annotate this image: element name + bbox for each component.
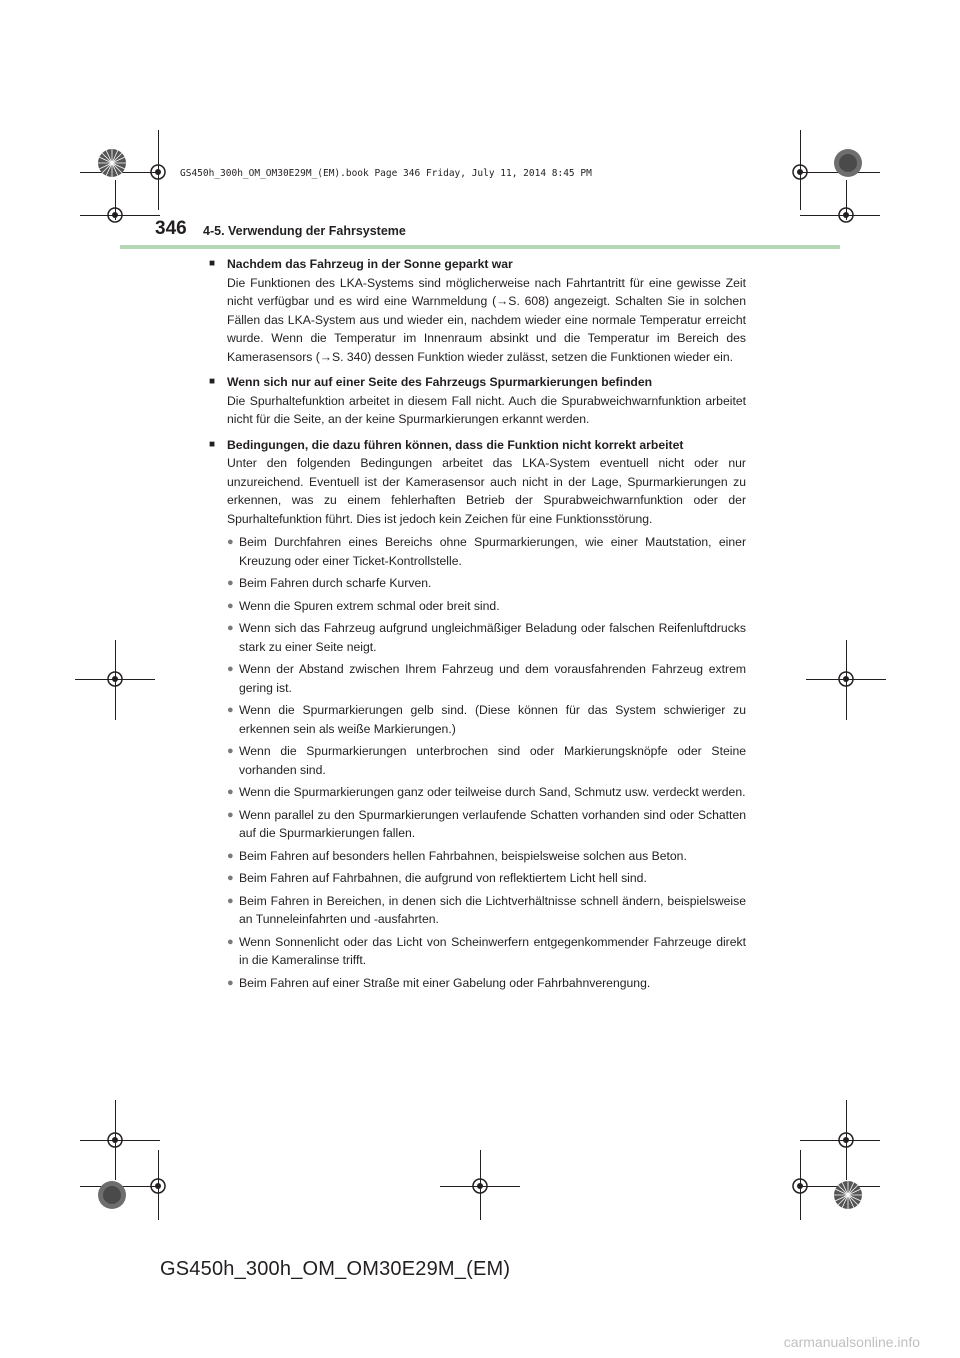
round-bullet-icon: ● xyxy=(227,872,234,884)
square-bullet-icon: ■ xyxy=(209,258,216,269)
list-item: ● Wenn parallel zu den Spurmarkierungen verlaufende Schatten vorhanden sind oder Schatten auf die Spurmarkierungen fallen. xyxy=(227,806,746,843)
footer-code: GS450h_300h_OM_OM30E29M_(EM) xyxy=(160,1258,511,1280)
section-block xyxy=(209,373,746,429)
watermark[interactable]: carmanualsonline.info xyxy=(783,1334,920,1350)
list-item: ● Wenn die Spurmarkierungen unterbrochen sind oder Markierungsknöpfe oder Steine vorhanden sind. xyxy=(227,742,746,779)
list-item: ● Beim Fahren auf besonders hellen Fahrbahnen, beispielsweise solchen aus Beton. xyxy=(227,847,746,866)
registration-target-icon xyxy=(791,163,809,181)
registration-target-icon xyxy=(106,206,124,224)
section-title: 4-5. Verwendung der Fahrsysteme xyxy=(203,224,406,238)
registration-target-icon xyxy=(837,206,855,224)
section-paragraph: Die Spurhaltefunktion arbeitet in diesem Fall nicht. Auch die Spurabweichwarnfunktion arbeitet nicht für die Seite, an der keine Spurmarkierungen erkannt werden. xyxy=(227,393,746,426)
list-item: ● Beim Fahren in Bereichen, in denen sich die Lichtverhältnisse schnell ändern, beispielsweise an Tunneleinfahrten und -ausfahrten. xyxy=(227,892,746,929)
page-number: 346 xyxy=(155,218,187,239)
registration-target-icon xyxy=(791,1177,809,1195)
round-bullet-icon: ● xyxy=(227,935,234,948)
list-item: ● Wenn die Spurmarkierungen gelb sind. (Diese können für das System schwieriger zu erkennen sein als weiße Markierungen.) xyxy=(227,701,746,738)
round-bullet-icon: ● xyxy=(227,599,234,612)
list-item: ● Beim Fahren auf einer Straße mit einer Gabelung oder Fahrbahnverengung. xyxy=(227,974,746,993)
section-paragraph: Die Funktionen des LKA-Systems sind möglicherweise nach Fahrtantritt für eine gewisse Zeit nicht verfügbar und es wird eine Warnmeldung (→S. 608) angezeigt. Schalten Sie in solchen Fällen das LKA-System aus und wieder ein, nachdem wieder eine normale Temperatur erreicht wurde. Wenn die Temperatur im Innenraum absinkt und die Temperatur im Bereich des Kamerasensors (→S. 340) dessen Funktion wieder zulässt, setzen die Funktionen wieder ein. xyxy=(227,275,746,364)
round-bullet-icon: ● xyxy=(227,663,234,675)
round-bullet-icon: ● xyxy=(227,577,234,589)
round-bullet-icon: ● xyxy=(227,849,234,862)
list-item: ● Wenn die Spuren extrem schmal oder breit sind. xyxy=(227,597,746,616)
round-bullet-icon: ● xyxy=(227,808,234,821)
registration-target-icon xyxy=(149,1177,167,1195)
grey-circle-target-icon xyxy=(833,148,863,178)
round-bullet-icon: ● xyxy=(227,622,234,634)
list-item: ● Beim Fahren auf Fahrbahnen, die aufgrund von reflektiertem Licht hell sind. xyxy=(227,869,746,888)
list-item: ● Beim Durchfahren eines Bereichs ohne Spurmarkierungen, wie einer Mautstation, einer Kreuzung oder einer Ticket-Kontrollstelle. xyxy=(227,533,746,570)
square-bullet-icon: ■ xyxy=(209,438,216,450)
round-bullet-icon: ● xyxy=(227,786,234,798)
page-content xyxy=(209,255,746,999)
section-heading: Wenn sich nur auf einer Seite des Fahrzeugs Spurmarkierungen befinden xyxy=(227,375,653,389)
header-rule xyxy=(120,245,840,249)
registration-target-icon xyxy=(837,670,855,688)
round-bullet-icon: ● xyxy=(227,536,234,548)
section-block xyxy=(209,255,746,366)
round-bullet-icon: ● xyxy=(227,704,234,716)
square-bullet-icon: ■ xyxy=(209,376,216,387)
round-bullet-icon: ● xyxy=(227,745,234,757)
list-item: ● Wenn Sonnenlicht oder das Licht von Scheinwerfern entgegenkommender Fahrzeuge direkt in die Kameralinse trifft. xyxy=(227,933,746,970)
list-item: ● Wenn sich das Fahrzeug aufgrund ungleichmäßiger Beladung oder falschen Reifenluftdrucks stark zu einer Seite neigt. xyxy=(227,619,746,656)
registration-target-icon xyxy=(106,670,124,688)
section-paragraph: Unter den folgenden Bedingungen arbeitet das LKA-System eventuell nicht oder nur unzureichend. Eventuell ist der Kamerasensor auch nicht in der Lage, Spurmarkierungen zu erkennen, was zu einem fehlerhaften Betrieb der Spurabweichwarnfunktion oder der Spurhaltefunktion führt. Dies ist jedoch kein Zeichen für eine Funktionsstörung. xyxy=(227,456,746,526)
section-heading: Bedingungen, die dazu führen können, dass die Funktion nicht korrekt arbeitet xyxy=(227,437,684,452)
starburst-target-icon xyxy=(97,148,127,178)
registration-target-icon xyxy=(149,163,167,181)
section-heading: Nachdem das Fahrzeug in der Sonne geparkt war xyxy=(227,257,513,271)
round-bullet-icon: ● xyxy=(227,894,234,907)
list-item: ● Beim Fahren durch scharfe Kurven. xyxy=(227,574,746,593)
registration-target-icon xyxy=(837,1131,855,1149)
section-block xyxy=(209,436,746,993)
round-bullet-icon: ● xyxy=(227,976,234,989)
registration-target-icon xyxy=(106,1131,124,1149)
starburst-target-icon xyxy=(833,1180,863,1210)
list-item: ● Wenn die Spurmarkierungen ganz oder teilweise durch Sand, Schmutz usw. verdeckt werden. xyxy=(227,783,746,802)
grey-circle-target-icon xyxy=(97,1180,127,1210)
registration-target-icon xyxy=(471,1177,489,1195)
book-info-line: GS450h_300h_OM_OM30E29M_(EM).book Page 346 Friday, July 11, 2014 8:45 PM xyxy=(180,168,592,179)
list-item: ● Wenn der Abstand zwischen Ihrem Fahrzeug und dem vorausfahrenden Fahrzeug extrem gering ist. xyxy=(227,660,746,697)
